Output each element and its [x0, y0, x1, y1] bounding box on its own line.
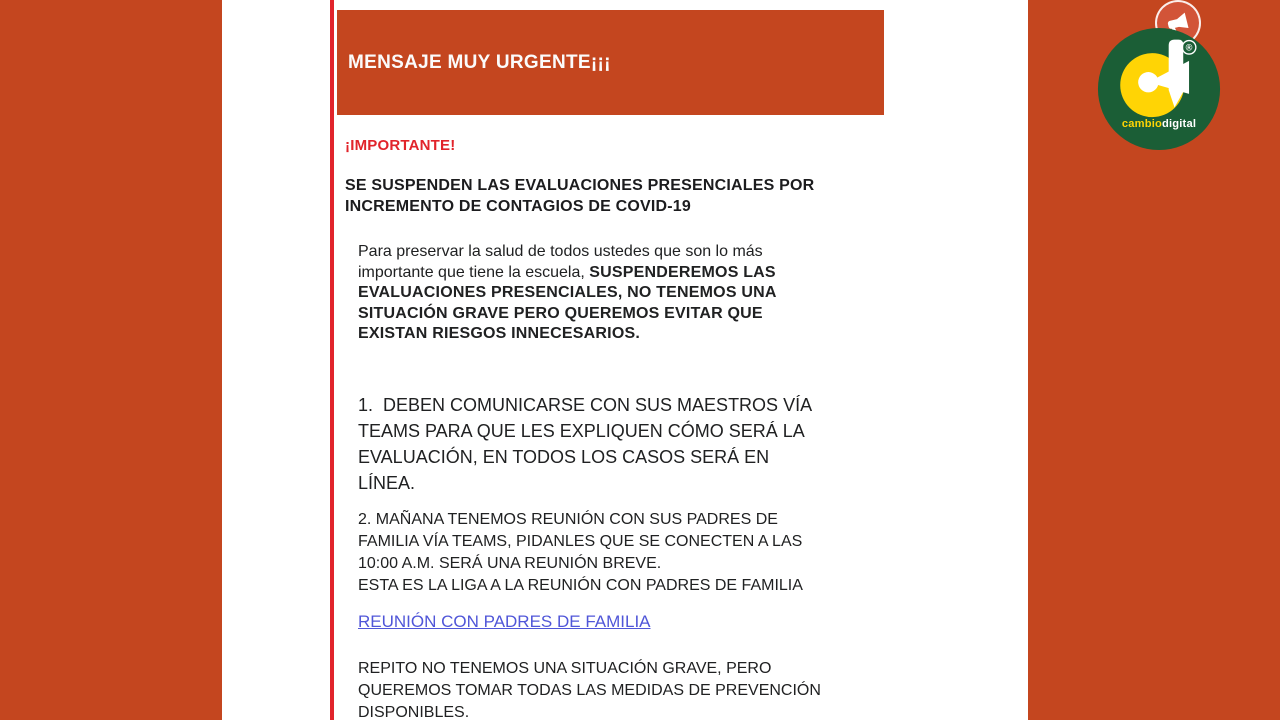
banner-title: MENSAJE MUY URGENTE¡¡¡	[348, 51, 611, 73]
parents-meeting-link[interactable]: REUNIÓN CON PADRES DE FAMILIA	[358, 611, 651, 631]
announcement-banner	[337, 10, 884, 115]
list-item-2	[358, 509, 828, 597]
intro-regular-text: Para preservar la salud de todos ustedes que son lo más importante que tiene la escuela,	[358, 243, 763, 281]
svg-text:cambiodigital	[1122, 118, 1196, 130]
announcement-headline: SE SUSPENDEN LAS EVALUACIONES PRESENCIALES POR INCREMENTO DE CONTAGIOS DE COVID-19	[345, 177, 815, 215]
closing-paragraph: REPITO NO TENEMOS UNA SITUACIÓN GRAVE, PERO QUEREMOS TOMAR TODAS LAS MEDIDAS DE PREVENCIÓN DISPONIBLES.	[358, 659, 821, 720]
list-item-2-text: 2. MAÑANA TENEMOS REUNIÓN CON SUS PADRES DE FAMILIA VÍA TEAMS, PIDANLES QUE SE CONECTEN A LAS 10:00 A.M. SERÁ UNA REUNIÓN BREVE.	[358, 510, 803, 572]
logo-word-cambio: cambio	[1121, 117, 1162, 130]
cambio-digital-logo	[1096, 26, 1222, 152]
important-label: ¡IMPORTANTE!	[345, 137, 456, 154]
announcement-body	[334, 115, 886, 720]
intro-paragraph	[358, 242, 828, 345]
logo-word-digital: digital	[1162, 117, 1197, 130]
list-item-1: 1. DEBEN COMUNICARSE CON SUS MAESTROS VÍA TEAMS PARA QUE LES EXPLIQUEN CÓMO SERÁ LA EVALUACIÓN, EN TODOS LOS CASOS SERÁ EN LÍNEA.	[358, 394, 816, 493]
cambio-digital-icon	[1096, 26, 1222, 152]
registered-mark: ®	[1185, 42, 1193, 53]
list-item-2-link-intro: ESTA ES LA LIGA A LA REUNIÓN CON PADRES DE FAMILIA	[358, 576, 803, 594]
intro-bold-text: SUSPENDEREMOS LAS EVALUACIONES PRESENCIALES, NO TENEMOS UNA SITUACIÓN GRAVE PERO QUEREMOS EVITAR QUE EXISTAN RIESGOS INNECESARIOS.	[358, 263, 777, 342]
